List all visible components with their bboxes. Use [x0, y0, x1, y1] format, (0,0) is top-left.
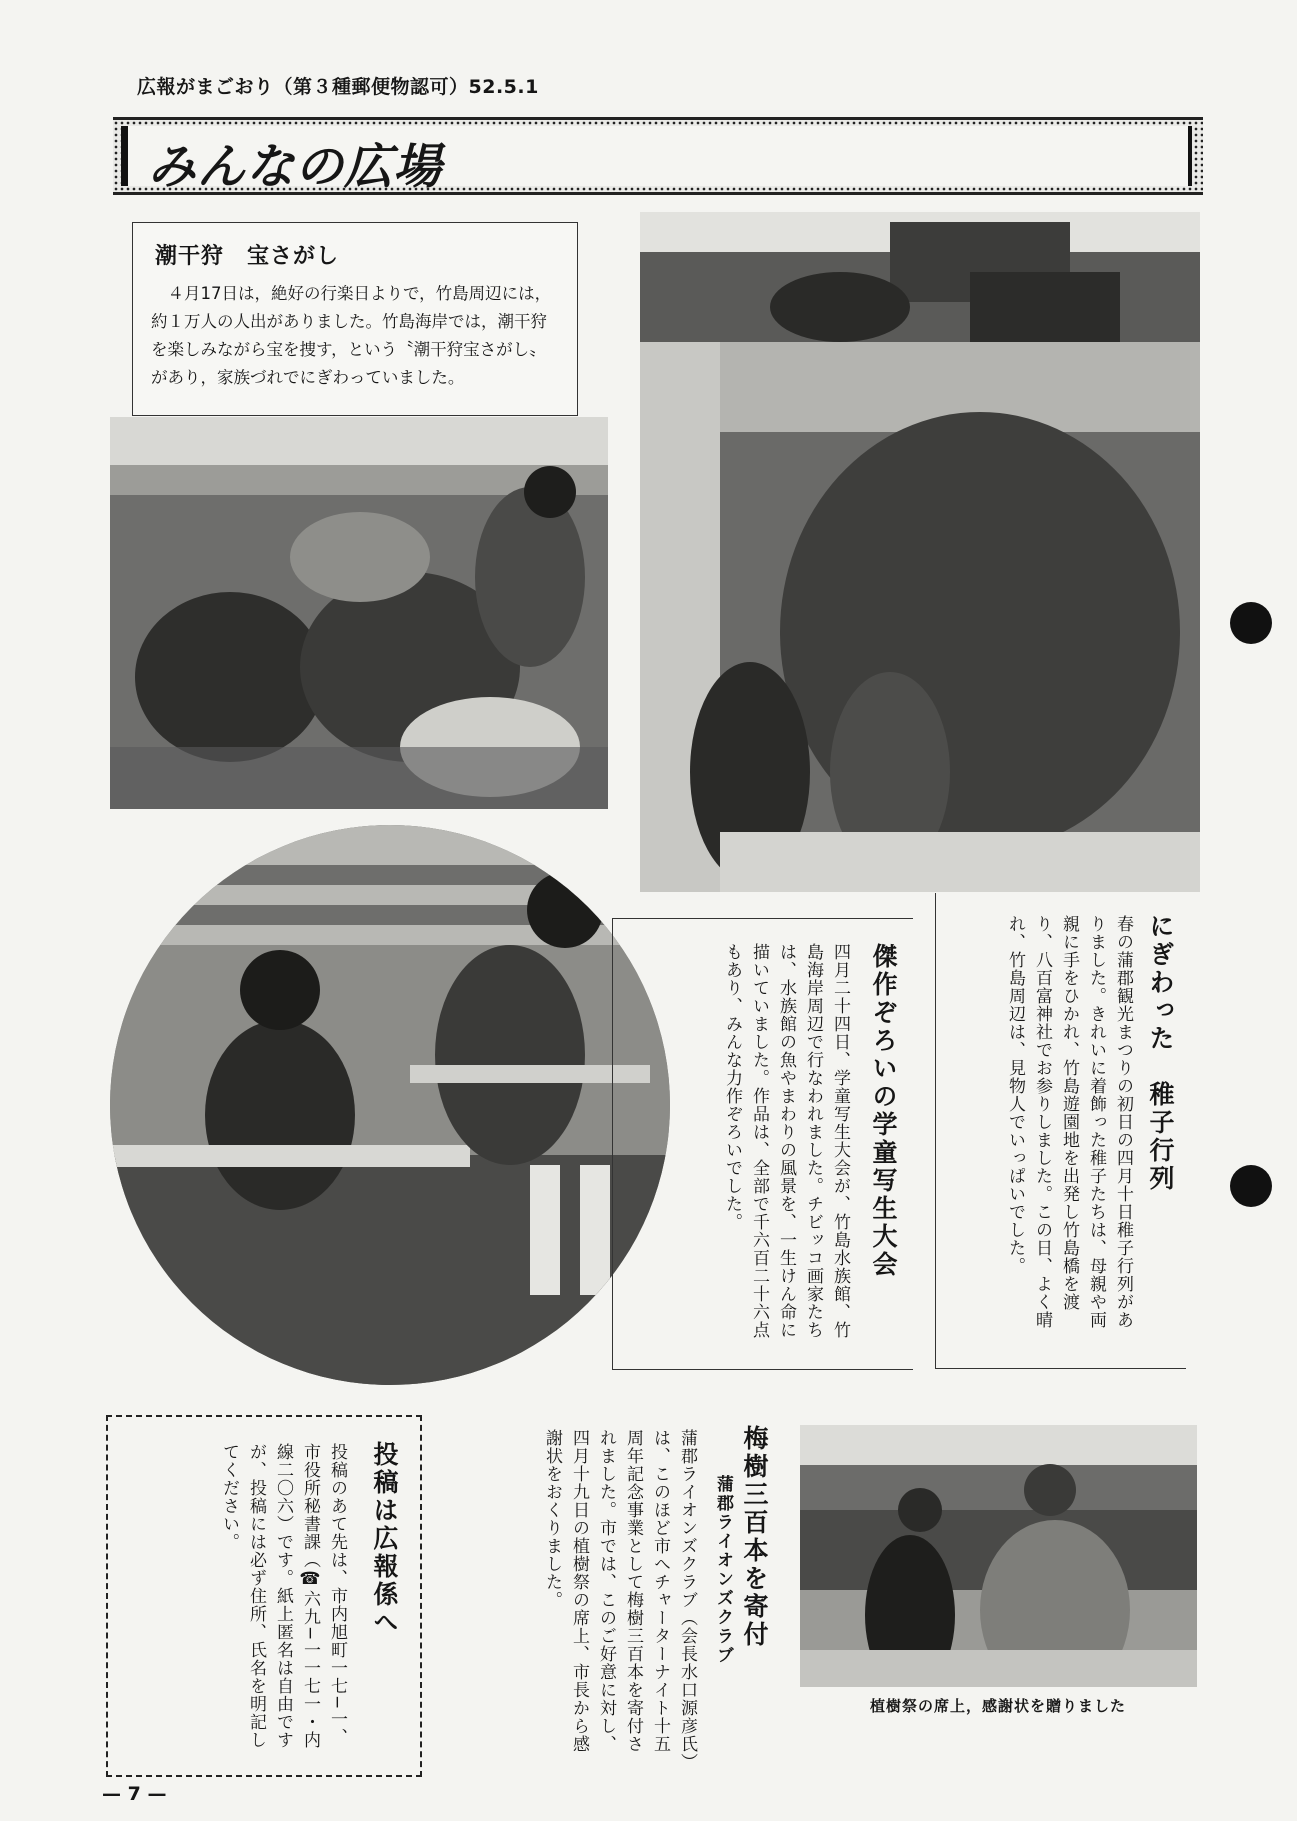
baiju-body: 蒲郡ライオンズクラブ（会長水口源彦氏）は、このほど市へチャーターナイト十五周年記念事業として梅樹三百本を寄付されました。市では、このご好意に対し、四月十九日の植樹祭の席上、市長から感謝状をおくりました。	[542, 1429, 697, 1763]
binder-hole-top	[1230, 602, 1272, 644]
submission-body: 投稿のあて先は、市内旭町一七−一、市役所秘書課（☎六九−一一七一・内線二〇六）です。紙上匿名は自由ですが、投稿には必ず住所、氏名を明記してください。	[219, 1443, 347, 1750]
shiohigari-title: 潮干狩 宝さがし	[155, 244, 340, 269]
chigo-article	[935, 893, 1186, 1369]
chigo-body: 春の蒲郡観光まつりの初日の四月十日稚子行列がありました。きれいに着飾った稚子たちは、母親や両親に手をひかれ、竹島遊園地を出発し竹島橋を渡り、八百富神社でお参りしました。この日、よく晴れ、竹島周辺は、見物人でいっぱいでした。	[1005, 915, 1133, 1329]
ceremony-caption: 植樹祭の席上，感謝状を贈りました	[869, 1697, 1126, 1715]
chigo-procession-photo	[640, 212, 1200, 892]
kessaku-body: 四月二十四日、学童写生大会が、竹島水族館、竹島海岸周辺で行なわれました。チビッコ画家たちは、水族館の魚やまわりの風景を、一生けん命に描いていました。作品は、全部で千六百二十六点もあり、みんな力作ぞろいでした。	[722, 943, 850, 1339]
submission-title: 投稿は広報係へ	[370, 1441, 399, 1637]
kessaku-article	[612, 918, 913, 1370]
chigo-title: にぎわった 稚子行列	[1146, 913, 1175, 1193]
sketching-children-photo	[110, 825, 670, 1385]
masthead: 広報がまごおり（第３種郵便物認可）52.5.1	[137, 76, 539, 98]
section-title: みんなの広場	[148, 139, 443, 195]
baiju-article	[440, 1415, 780, 1775]
baiju-subtitle: 蒲郡ライオンズクラブ	[713, 1475, 733, 1665]
page-number: — 7 —	[102, 1783, 167, 1805]
clam-digging-photo	[110, 417, 608, 809]
kessaku-title: 傑作ぞろいの学童写生大会	[869, 943, 898, 1279]
binder-hole-bottom	[1230, 1165, 1272, 1207]
shiohigari-article	[132, 222, 578, 416]
banner-inner	[121, 126, 1192, 195]
ceremony-photo	[800, 1425, 1197, 1687]
submission-notice	[106, 1415, 422, 1777]
baiju-title: 梅樹三百本を寄付	[740, 1425, 769, 1649]
shiohigari-body: ４月17日は，絶好の行楽日よりで，竹島周辺には，約１万人の人出がありました。竹島海岸では，潮干狩を楽しみながら宝を捜す，という〝潮干狩宝さがし〟があり，家族づれでにぎわっていました。	[151, 284, 552, 387]
section-banner	[113, 117, 1203, 195]
